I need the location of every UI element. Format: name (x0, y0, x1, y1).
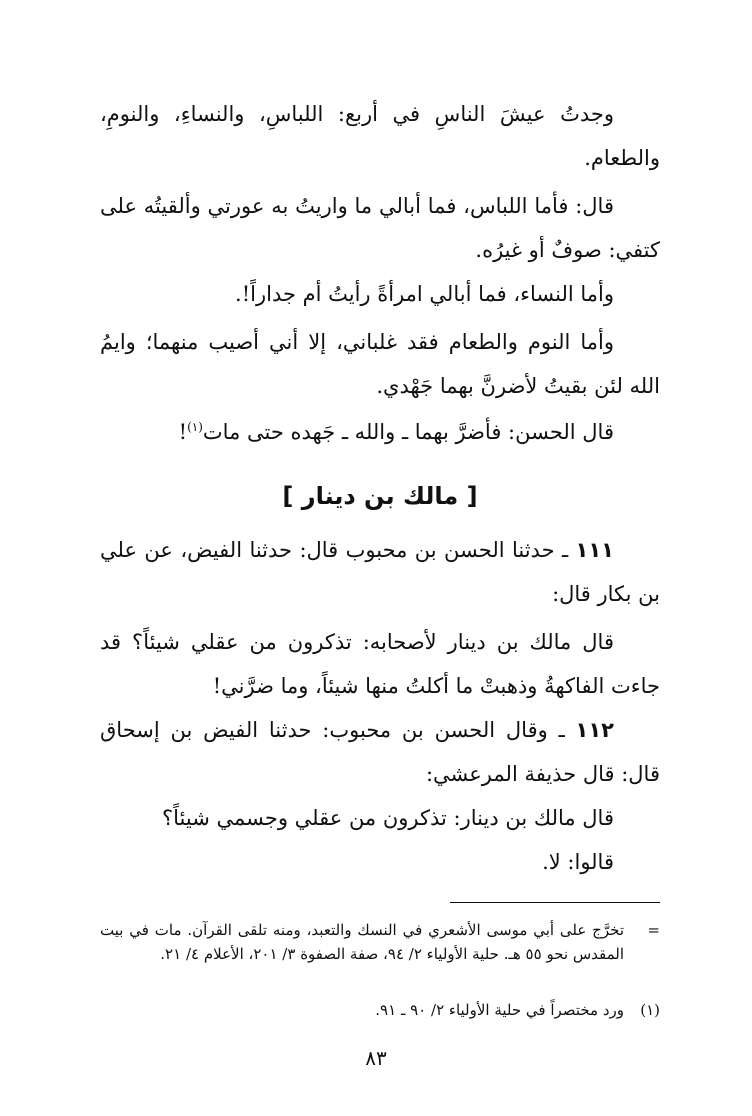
footnote-continuation-marker: = (647, 921, 660, 939)
paragraph-hasan-comment (100, 410, 660, 454)
paragraph-clothing: قال: فأما اللباس، فما أبالي ما واريتُ به عورتي وألقيتُه على كتفي: صوفٌ أو غيرُه. (100, 194, 660, 262)
footnote-separator (450, 902, 660, 903)
entry-111-isnad-text: ـ حدثنا الحسن بن محبوب قال: حدثنا الفيض، عن علي بن بكار قال: (100, 538, 660, 606)
entry-112-text: قال مالك بن دينار: تذكرون من عقلي وجسمي شيئاً؟ (162, 806, 614, 830)
hasan-comment-end: ! (178, 420, 188, 444)
page-content (100, 0, 660, 1116)
footnote-1-marker: (١) (640, 1001, 660, 1019)
entry-112-isnad (100, 708, 660, 796)
entry-number-112: ١١٢ (575, 718, 614, 742)
entry-111-text: قال مالك بن دينار لأصحابه: تذكرون من عقلي شيئاً؟ قد جاءت الفاكهةُ وذهبتْ ما أكلتُ منها شيئاً، وما ضرَّني! (100, 630, 660, 698)
footnote-1-text: ورد مختصراً في حلية الأولياء ٢/ ٩٠ ـ ٩١. (375, 1001, 624, 1019)
entry-112-reply: قالوا: لا. (542, 850, 614, 874)
entry-number-111: ١١١ (575, 538, 614, 562)
entry-112-isnad-text: ـ وقال الحسن بن محبوب: حدثنا الفيض بن إسحاق قال: قال حذيفة المرعشي: (100, 718, 660, 786)
paragraph-women: وأما النساء، فما أبالي امرأةً رأيتُ أم جداراً!. (235, 282, 614, 306)
hasan-comment-text: قال الحسن: فأضرَّ بهما ـ والله ـ جَهده حتى مات (202, 420, 614, 444)
section-heading: [ مالك بن دينار ] (282, 482, 478, 510)
page-number: ٨٣ (365, 1046, 387, 1070)
paragraph-four-things: وجدتُ عيشَ الناسِ في أربع: اللباسِ، والنساءِ، والنومِ، والطعام. (100, 102, 660, 170)
footnote-1 (100, 998, 660, 1022)
paragraph-sleep-food: وأما النوم والطعام فقد غلباني، إلا أني أصيب منهما؛ وايمُ الله لئن بقيتُ لأضرنَّ بهما جَهْدي. (100, 330, 660, 398)
footnote-continuation-text: تخرَّج على أبي موسى الأشعري في النسك والتعبد، ومنه تلقى القرآن. مات في بيت المقدس نحو ٥٥ هـ. حلية الأولياء ٢/ ٩٤، صفة الصفوة ٣/ ٢٠١، الأعلام ٤/ ٢١. (100, 921, 624, 963)
entry-111-isnad (100, 528, 660, 616)
footnote-continuation (100, 918, 660, 966)
footnote-ref-1: (١) (187, 420, 203, 434)
